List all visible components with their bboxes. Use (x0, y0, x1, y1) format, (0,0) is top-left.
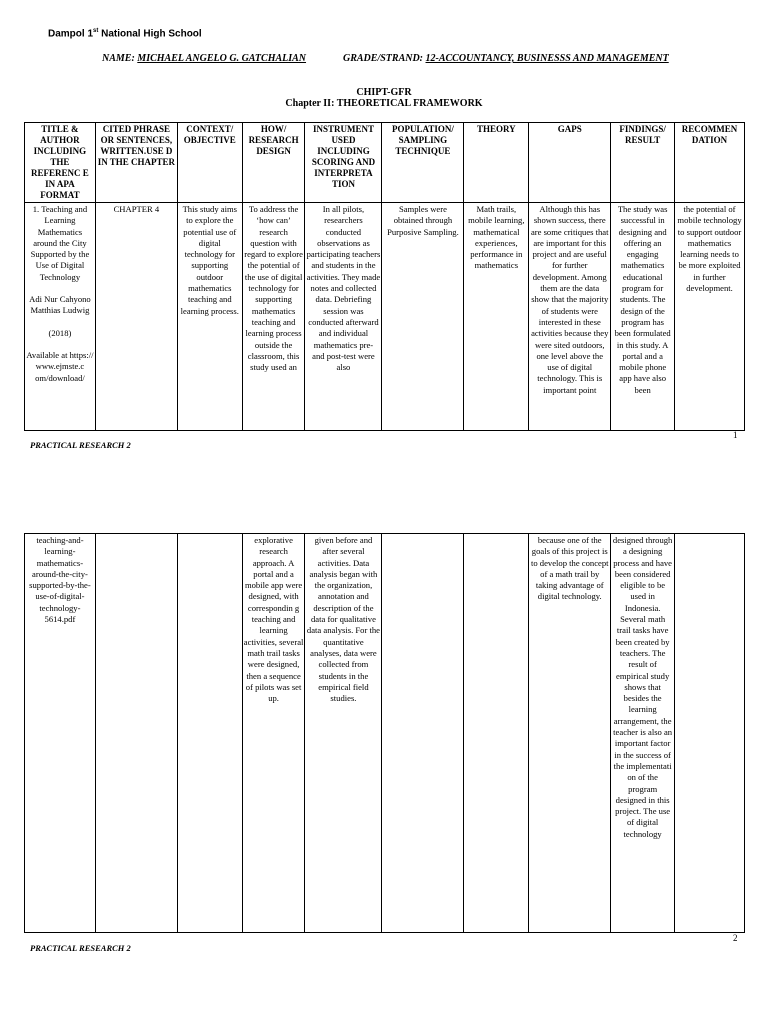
recommendation-cell (675, 534, 745, 933)
research-design-cell: explorative research approach. A portal and a mobile app were designed, with correspondin g teaching and learning activities, several math trail tasks were designed, then a sequence of pilots was set up. (242, 534, 305, 933)
column-header: FINDINGS/ RESULT (611, 123, 675, 203)
chapter-title: Chapter II: THEORETICAL FRAMEWORK (285, 98, 483, 109)
school-name: Dampol 1st National High School (48, 28, 202, 40)
table-row (25, 534, 745, 933)
column-header: CONTEXT/ OBJECTIVE (177, 123, 242, 203)
table-row (25, 203, 745, 431)
context-cell: This study aims to explore the potential use of digital technology for supporting outdoor mathematics teaching and learning process. (177, 203, 242, 431)
cited-cell (95, 534, 177, 933)
reference-title: 1. Teaching and Learning Mathematics around the City Supported by the Use of Digital Technology (30, 204, 90, 282)
theory-cell (464, 534, 529, 933)
findings-cell: The study was successful in designing and offering an engaging mathematics educational program for students. The design of the program has been formulated in this study. A portal and a mobile phone app have also been (611, 203, 675, 431)
reference-link: Available at https:// www.ejmste.c om/download/ (26, 349, 94, 383)
framework-table-page-2 (24, 533, 745, 933)
population-cell: Samples were obtained through Purposive Sampling. (382, 203, 464, 431)
research-design-cell: To address the ‘how can’ research question with regard to explore the potential of the use of digital technology for supporting mathematics teaching and learning process outside the classroom, this study used an (242, 203, 305, 431)
grade-strand-line: GRADE/STRAND: 12-ACCOUNTANCY, BUSINESSS AND MANAGEMENT (343, 53, 669, 64)
column-header: HOW/ RESEARCH DESIGN (242, 123, 305, 203)
student-name-line: NAME: MICHAEL ANGELO G. GATCHALIAN (102, 53, 307, 64)
findings-cell: designed through a designing process and have been considered eligible to be used in Indonesia. Several math trail tasks have been created by teachers. The result of empirical study shows that besides the learning arrangement, the teacher is also an important factor in the success of the implementati on of the program designed in this project. The use of digital technology (611, 534, 675, 933)
theory-cell: Math trails, mobile learning, mathematical experiences, performance in mathematics (464, 203, 529, 431)
column-header: POPULATION/ SAMPLING TECHNIQUE (382, 123, 464, 203)
document-title: CHIPT-GFR (356, 87, 412, 98)
gaps-cell: because one of the goals of this project is to develop the concept of a math trail by taking advantage of digital technology. (529, 534, 611, 933)
cited-cell: CHAPTER 4 (95, 203, 177, 431)
footer-label: PRACTICAL RESEARCH 2 (30, 943, 131, 953)
context-cell (177, 534, 242, 933)
column-header: INSTRUMENT USED INCLUDING SCORING AND INTERPRETA TION (305, 123, 382, 203)
grade-strand: 12-ACCOUNTANCY, BUSINESSS AND MANAGEMENT (425, 53, 669, 64)
column-header: CITED PHRASE OR SENTENCES, WRITTEN.USE D IN THE CHAPTER (95, 123, 177, 203)
footer-label: PRACTICAL RESEARCH 2 (30, 440, 131, 450)
title-author-cell (25, 203, 96, 431)
column-header: GAPS (529, 123, 611, 203)
column-header: RECOMMEN DATION (675, 123, 745, 203)
page-number: 2 (733, 933, 738, 943)
framework-table-page-1 (24, 122, 745, 431)
recommendation-cell: the potential of mobile technology to support outdoor mathematics learning needs to be more exploited in further development. (675, 203, 745, 431)
instrument-cell: given before and after several activities. Data analysis began with the organization, annotation and description of the data for qualitative data analysis. For the quantitative analyses, data were collected from students in the empirical field studies. (305, 534, 382, 933)
instrument-cell: In all pilots, researchers conducted observations as participating teachers and students in the activities. They made notes and collected data. Debriefing session was conducted afterward and individual mathematics pre- and post-test were also (305, 203, 382, 431)
gaps-cell: Although this has shown success, there are some critiques that are important for this project and are useful for further development. Among them are the data show that the majority of students were interested in these activities because they were sited outdoors, one level above the use of digital technology. This is important point (529, 203, 611, 431)
column-header: TITLE & AUTHOR INCLUDING THE REFERENC E IN APA FORMAT (25, 123, 96, 203)
header-row (25, 123, 745, 203)
page-number: 1 (733, 430, 738, 440)
population-cell (382, 534, 464, 933)
reference-year: (2018) (48, 327, 72, 338)
column-header: THEORY (464, 123, 529, 203)
student-name: MICHAEL ANGELO G. GATCHALIAN (137, 53, 307, 64)
title-author-cell: teaching-and-learning-mathematics-around-the-city-supported-by-the-use-of-digital-technology-5614.pdf (25, 534, 96, 933)
reference-authors: Adi Nur Cahyono Matthias Ludwig (29, 294, 91, 316)
